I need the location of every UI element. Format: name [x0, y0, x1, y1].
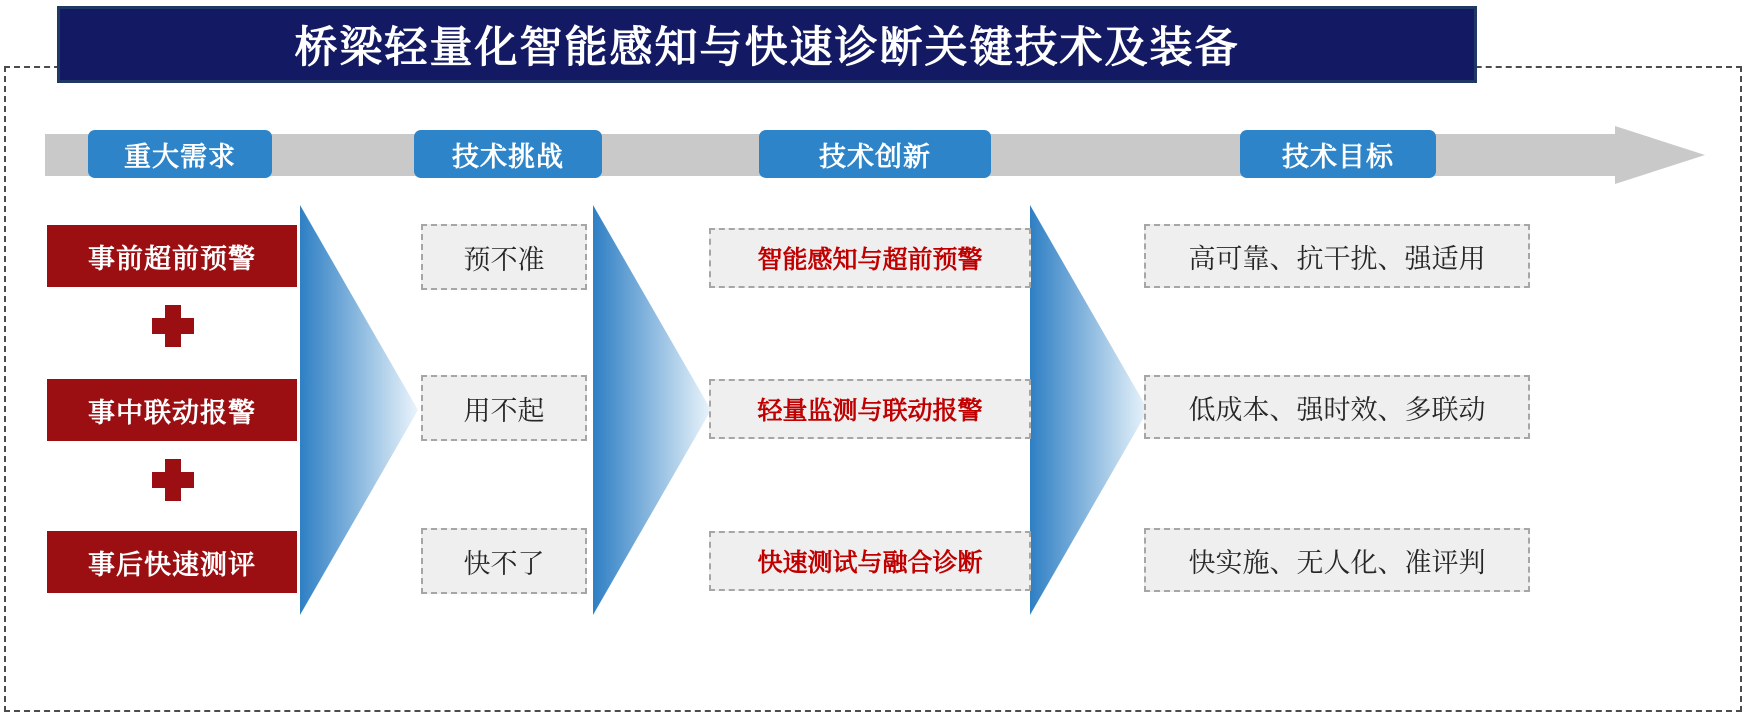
demand-box-3-label: 事后快速测评: [88, 549, 256, 580]
challenge-box-1[interactable]: [421, 224, 587, 290]
goal-box-1-label: 高可靠、抗干扰、强适用: [1188, 243, 1486, 274]
demand-box-2[interactable]: [47, 379, 297, 441]
goal-box-3-label: 快实施、无人化、准评判: [1188, 547, 1486, 578]
chevron-challenge-to-innovation: [593, 205, 711, 615]
stage-chip-demand-label: 重大需求: [124, 141, 236, 172]
demand-box-1[interactable]: [47, 225, 297, 287]
goal-box-1[interactable]: [1144, 224, 1530, 288]
stage-chip-goal[interactable]: [1240, 130, 1436, 178]
goal-box-2-label: 低成本、强时效、多联动: [1188, 394, 1486, 425]
goal-box-2[interactable]: [1144, 375, 1530, 439]
demand-box-3[interactable]: [47, 531, 297, 593]
challenge-box-3[interactable]: [421, 528, 587, 594]
page-title: [57, 6, 1477, 83]
page-title-text: 桥梁轻量化智能感知与快速诊断关键技术及装备: [294, 24, 1240, 72]
chevron-innovation-to-goal: [1030, 205, 1148, 615]
stage-chip-challenge[interactable]: [414, 130, 602, 178]
innovation-box-1-label: 智能感知与超前预警: [757, 246, 983, 274]
demand-box-2-label: 事中联动报警: [88, 397, 256, 428]
innovation-box-1[interactable]: [709, 228, 1031, 288]
plus-icon: [152, 459, 194, 501]
challenge-box-2-label: 用不起: [463, 395, 545, 426]
stage-chip-goal-label: 技术目标: [1282, 141, 1394, 172]
stage-chip-challenge-label: 技术挑战: [452, 141, 564, 172]
demand-box-1-label: 事前超前预警: [88, 243, 256, 274]
innovation-box-3-label: 快速测试与融合诊断: [757, 549, 983, 577]
innovation-box-2[interactable]: [709, 379, 1031, 439]
plus-icon: [152, 305, 194, 347]
stage-chip-demand[interactable]: [88, 130, 272, 178]
innovation-box-2-label: 轻量监测与联动报警: [757, 397, 983, 425]
challenge-box-3-label: 快不了: [463, 548, 545, 579]
stage-chip-innovation-label: 技术创新: [819, 141, 931, 172]
goal-box-3[interactable]: [1144, 528, 1530, 592]
chevron-demand-to-challenge: [300, 205, 418, 615]
challenge-box-1-label: 预不准: [463, 244, 545, 275]
innovation-box-3[interactable]: [709, 531, 1031, 591]
stage-chip-innovation[interactable]: [759, 130, 991, 178]
challenge-box-2[interactable]: [421, 375, 587, 441]
